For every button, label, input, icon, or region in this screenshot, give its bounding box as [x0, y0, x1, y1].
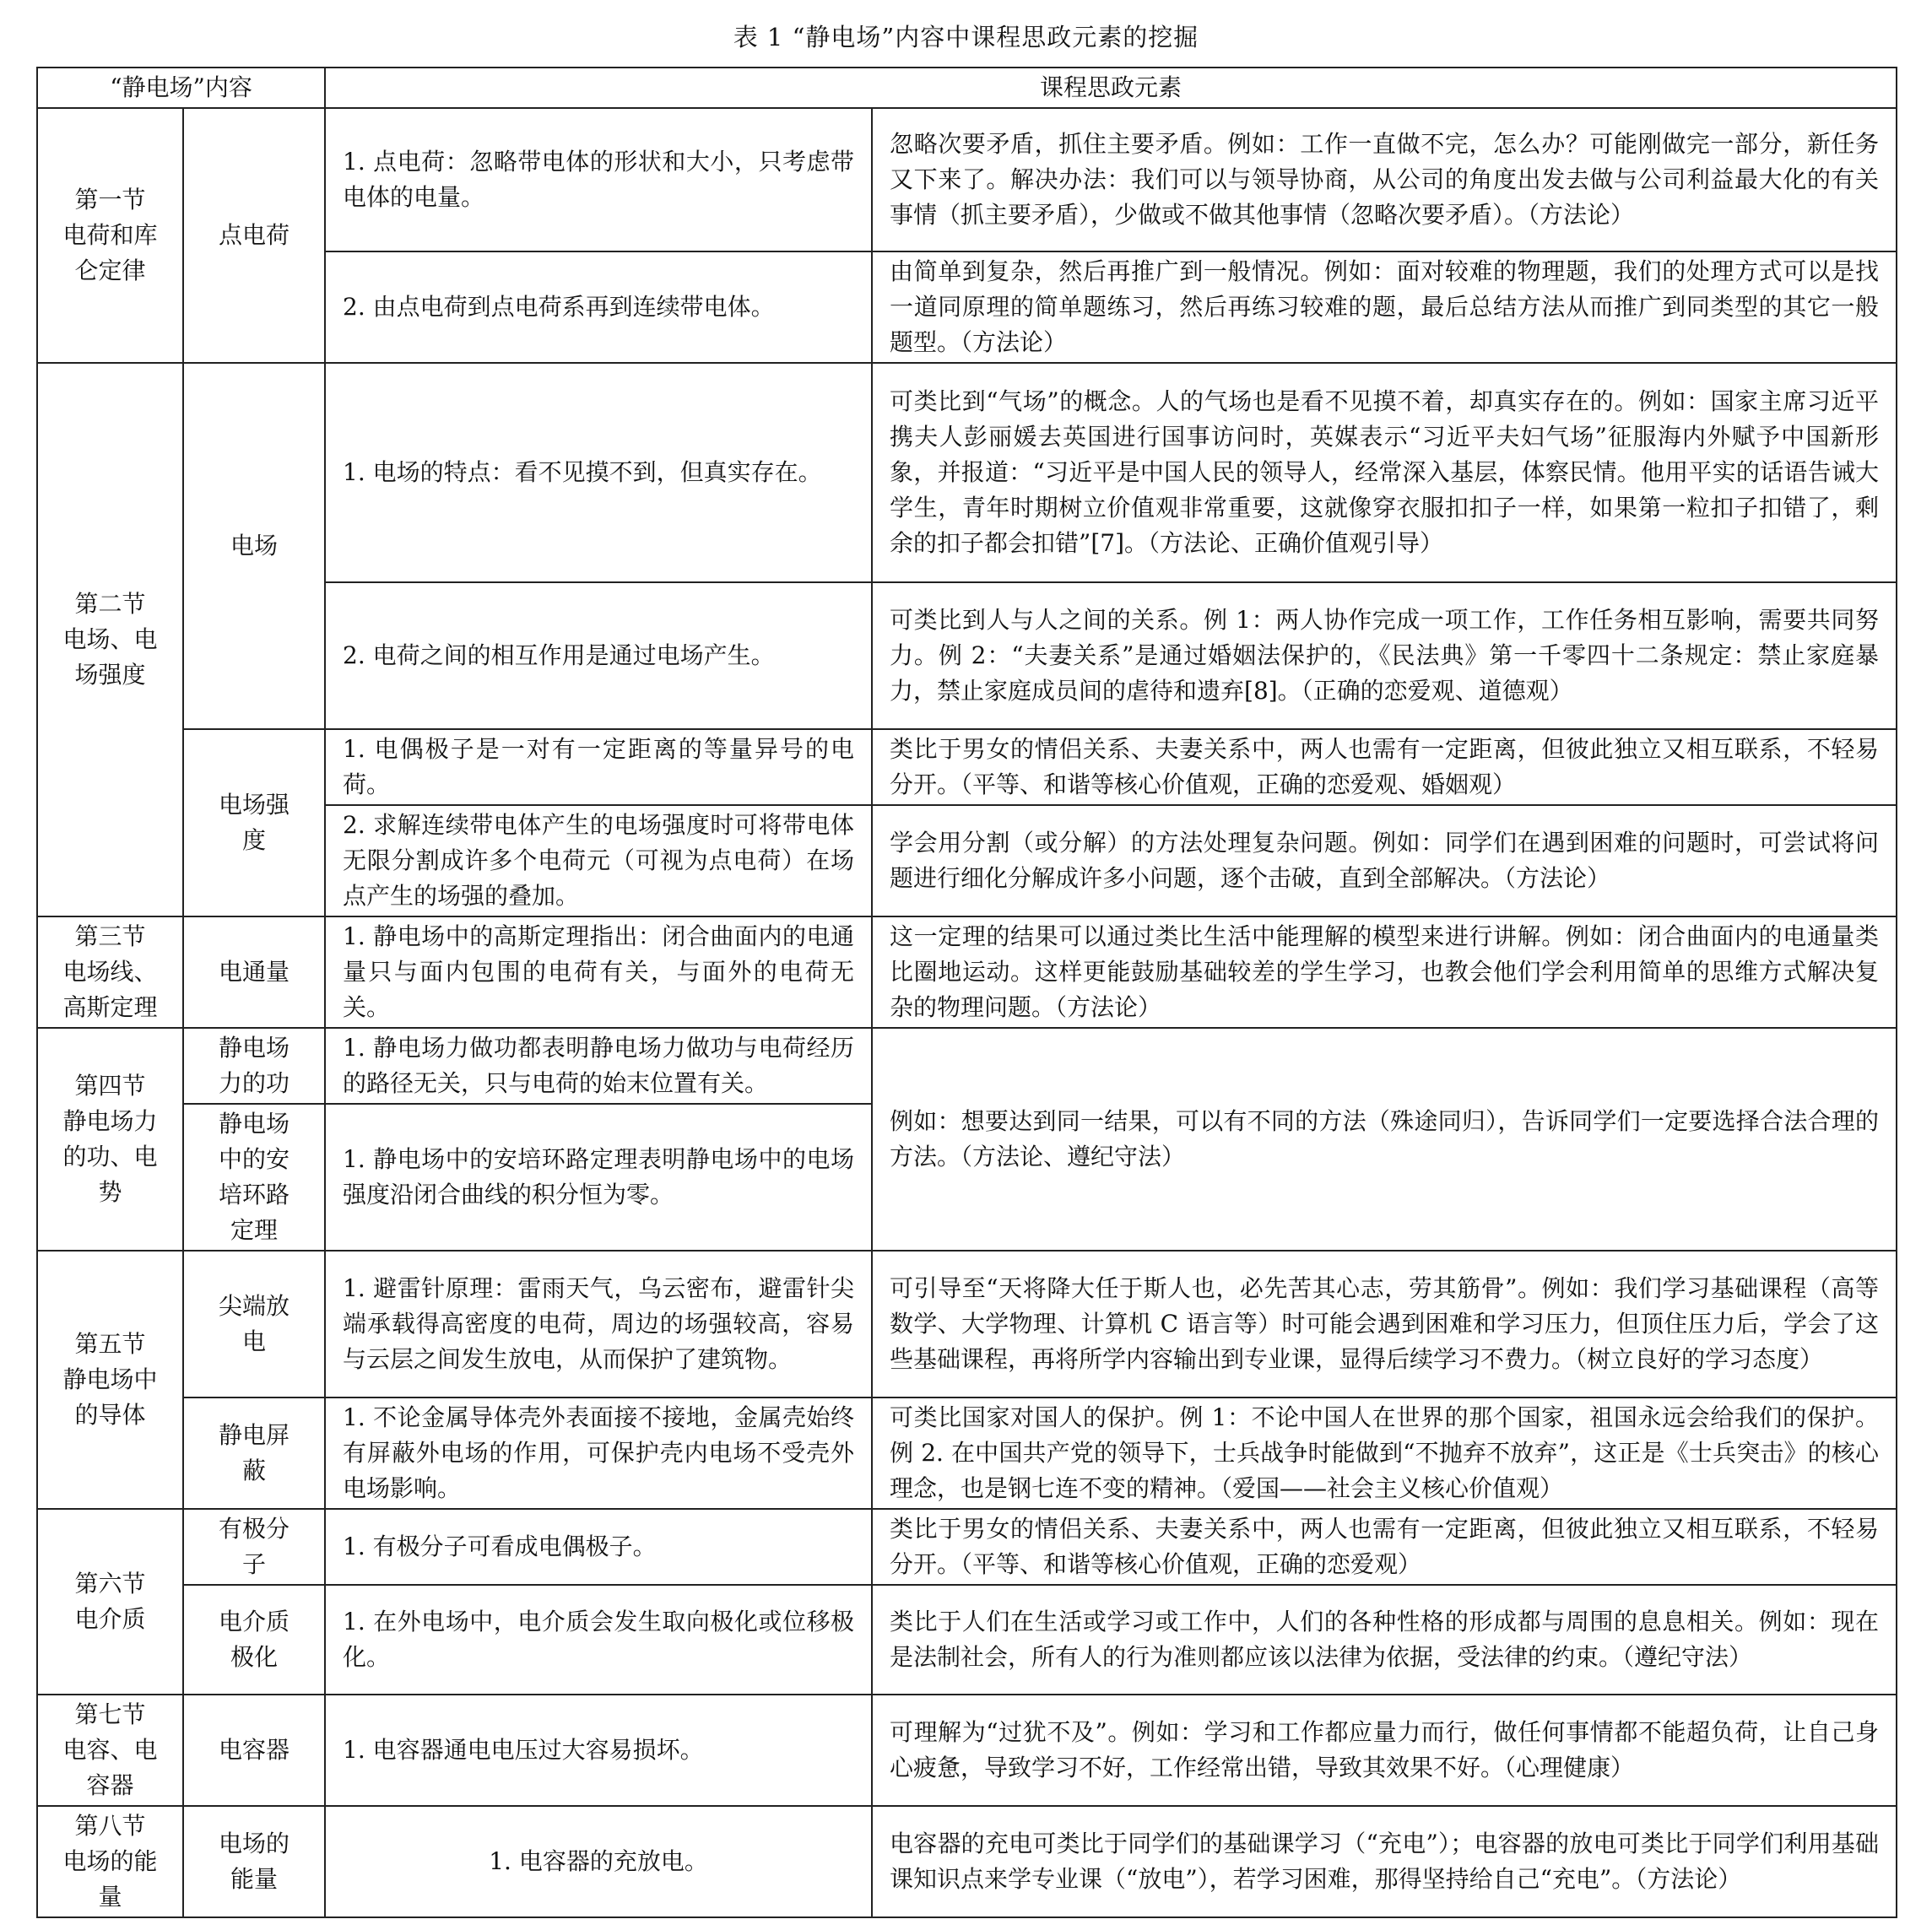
cell-line: 仑定律	[74, 257, 146, 284]
cell-line: 第二节	[74, 590, 146, 618]
cell-line: 电场强	[219, 791, 290, 819]
cell-line: 的功、电	[62, 1143, 158, 1170]
element-cell: 可类比到“气场”的概念。人的气场也是看不见摸不着，却真实存在的。例如：国家主席习近平携夫人彭丽媛去英国进行国事访问时，英媒表示“习近平夫妇气场”征服海内外赋予中国新形象，并报道：“习近平是中国人民的领导人，经常深入基层，体察民情。他用平实的话语告诫大学生，青年时期树立价值观非常重要，这就像穿衣服扣扣子一样，如果第一粒扣子扣错了，剩余的扣子都会扣错”[7]。（方法论、正确价值观引导）	[872, 363, 1897, 582]
cell-line: 电介质	[219, 1608, 290, 1635]
point-cell: 1. 静电场中的高斯定理指出：闭合曲面内的电通量只与面内包围的电荷有关，与面外的电荷无关。	[325, 916, 872, 1028]
cell-line: 电容、电	[62, 1736, 158, 1764]
section-cell	[37, 1509, 183, 1695]
point-cell: 1. 不论金属导体壳外表面接不接地，金属壳始终有屏蔽外电场的作用，可保护壳内电场不受壳外电场影响。	[325, 1397, 872, 1509]
table-row	[37, 108, 1897, 251]
cell-line: 静电场	[219, 1110, 290, 1138]
element-cell: 这一定理的结果可以通过类比生活中能理解的模型来进行讲解。例如：闭合曲面内的电通量类比圈地运动。这样更能鼓励基础较差的学生学习，也教会他们学会利用简单的思维方式解决复杂的物理问题。（方法论）	[872, 916, 1897, 1028]
cell-line: 电场线、	[62, 958, 158, 986]
cell-line: 中的安	[219, 1145, 290, 1173]
point-cell: 1. 电容器通电电压过大容易损坏。	[325, 1695, 872, 1806]
cell-line: 势	[98, 1178, 122, 1206]
cell-line: 子	[242, 1550, 267, 1578]
cell-line: 第三节	[74, 922, 146, 950]
cell-line: 场强度	[74, 661, 146, 689]
topic-cell	[183, 1695, 325, 1806]
table-row	[37, 729, 1897, 805]
topic-cell	[183, 1028, 325, 1104]
table-row	[37, 1585, 1897, 1695]
table-row	[37, 916, 1897, 1028]
cell-line: 电场的能	[62, 1847, 158, 1875]
element-cell: 学会用分割（或分解）的方法处理复杂问题。例如：同学们在遇到困难的问题时，可尝试将问题进行细化分解成许多小问题，逐个击破，直到全部解决。（方法论）	[872, 805, 1897, 916]
section-cell	[37, 1251, 183, 1509]
cell-line: 电通量	[219, 958, 290, 986]
table-caption: 表 1 “静电场”内容中课程思政元素的挖掘	[733, 23, 1199, 51]
element-cell: 忽略次要矛盾，抓住主要矛盾。例如：工作一直做不完，怎么办？可能刚做完一部分，新任务又下来了。解决办法：我们可以与领导协商，从公司的角度出发去做与公司利益最大化的有关事情（抓主要矛盾），少做或不做其他事情（忽略次要矛盾）。（方法论）	[872, 108, 1897, 251]
cell-line: 第六节	[74, 1570, 146, 1598]
table-row	[37, 1397, 1897, 1509]
header-elements: 课程思政元素	[325, 68, 1897, 108]
section-cell	[37, 363, 183, 916]
topic-cell	[183, 729, 325, 916]
cell-line: 静电场中	[62, 1365, 158, 1393]
cell-line: 电介质	[74, 1605, 146, 1633]
element-cell: 例如：想要达到同一结果，可以有不同的方法（殊途同归），告诉同学们一定要选择合法合理的方法。（方法论、遵纪守法）	[872, 1028, 1897, 1251]
cell-line: 极化	[230, 1643, 279, 1671]
topic-cell	[183, 108, 325, 363]
element-cell: 类比于男女的情侣关系、夫妻关系中，两人也需有一定距离，但彼此独立又相互联系，不轻易分开。（平等、和谐等核心价值观，正确的恋爱观、婚姻观）	[872, 729, 1897, 805]
cell-line: 的导体	[74, 1401, 146, 1429]
cell-line: 有极分	[219, 1515, 290, 1543]
element-cell: 可引导至“天将降大任于斯人也，必先苦其心志，劳其筋骨”。例如：我们学习基础课程（高等数学、大学物理、计算机 C 语言等）时可能会遇到困难和学习压力，但顶住压力后，学会了这些基础课程，再将所学内容输出到专业课，显得后续学习不费力。（树立良好的学习态度）	[872, 1251, 1897, 1397]
cell-line: 第八节	[74, 1812, 146, 1840]
point-cell: 1. 电场的特点：看不见摸不到，但真实存在。	[325, 363, 872, 582]
cell-line: 电场的	[219, 1830, 290, 1857]
cell-line: 第四节	[74, 1072, 146, 1100]
point-cell: 1. 电容器的充放电。	[325, 1806, 872, 1917]
element-cell: 类比于男女的情侣关系、夫妻关系中，两人也需有一定距离，但彼此独立又相互联系，不轻易分开。（平等、和谐等核心价值观，正确的恋爱观）	[872, 1509, 1897, 1585]
cell-line: 培环路	[219, 1181, 290, 1208]
cell-line: 第七节	[74, 1700, 146, 1728]
course-table	[36, 67, 1897, 1918]
header-content: “静电场”内容	[37, 68, 325, 108]
topic-cell	[183, 1251, 325, 1397]
section-cell	[37, 916, 183, 1028]
cell-line: 第一节	[74, 186, 146, 214]
element-cell: 可类比到人与人之间的关系。例 1：两人协作完成一项工作，工作任务相互影响，需要共同努力。例 2：“夫妻关系”是通过婚姻法保护的，《民法典》第一千零四十二条规定：禁止家庭暴力，禁止家庭成员间的虐待和遗弃[8]。（正确的恋爱观、道德观）	[872, 582, 1897, 729]
element-cell: 可理解为“过犹不及”。例如：学习和工作都应量力而行，做任何事情都不能超负荷，让自己身心疲惫，导致学习不好，工作经常出错，导致其效果不好。（心理健康）	[872, 1695, 1897, 1806]
cell-line: 静电场力	[62, 1107, 158, 1135]
element-cell: 电容器的充电可类比于同学们的基础课学习（“充电”）；电容器的放电可类比于同学们利用基础课知识点来学专业课（“放电”），若学习困难，那得坚持给自己“充电”。（方法论）	[872, 1806, 1897, 1917]
point-cell: 1. 有极分子可看成电偶极子。	[325, 1509, 872, 1585]
cell-line: 电	[242, 1327, 267, 1355]
point-cell: 1. 电偶极子是一对有一定距离的等量异号的电荷。	[325, 729, 872, 805]
cell-line: 静电屏	[219, 1421, 290, 1449]
point-cell: 2. 电荷之间的相互作用是通过电场产生。	[325, 582, 872, 729]
point-cell: 1. 静电场力做功都表明静电场力做功与电荷经历的路径无关，只与电荷的始末位置有关。	[325, 1028, 872, 1104]
table-row	[37, 1695, 1897, 1806]
table-row	[37, 1806, 1897, 1917]
point-cell: 1. 在外电场中，电介质会发生取向极化或位移极化。	[325, 1585, 872, 1695]
table-row	[37, 363, 1897, 582]
cell-line: 容器	[86, 1771, 134, 1799]
cell-line: 定理	[230, 1216, 279, 1244]
cell-line: 量	[98, 1883, 122, 1911]
cell-line: 高斯定理	[62, 993, 158, 1021]
section-cell	[37, 1028, 183, 1251]
point-cell: 2. 由点电荷到点电荷系再到连续带电体。	[325, 251, 872, 363]
cell-line: 电容器	[219, 1736, 290, 1764]
table-row	[37, 1251, 1897, 1397]
table-row	[37, 1509, 1897, 1585]
point-cell: 2. 求解连续带电体产生的电场强度时可将带电体无限分割成许多个电荷元（可视为点电荷）在场点产生的场强的叠加。	[325, 805, 872, 916]
cell-line: 度	[242, 826, 267, 854]
section-cell	[37, 1806, 183, 1917]
topic-cell	[183, 916, 325, 1028]
table-row	[37, 1028, 1897, 1104]
element-cell: 可类比国家对国人的保护。例 1：不论中国人在世界的那个国家，祖国永远会给我们的保护。例 2. 在中国共产党的领导下，士兵战争时能做到“不抛弃不放弃”，这正是《士兵突击》的核心理念，也是钢七连不变的精神。（爱国——社会主义核心价值观）	[872, 1397, 1897, 1509]
cell-line: 电场	[230, 532, 279, 560]
cell-line: 点电荷	[219, 221, 290, 249]
cell-line: 蔽	[242, 1457, 267, 1484]
topic-cell	[183, 1397, 325, 1509]
topic-cell	[183, 1806, 325, 1917]
cell-line: 静电场	[219, 1034, 290, 1062]
cell-line: 能量	[230, 1865, 279, 1893]
point-cell: 1. 静电场中的安培环路定理表明静电场中的电场强度沿闭合曲线的积分恒为零。	[325, 1104, 872, 1251]
cell-line: 力的功	[219, 1069, 290, 1097]
topic-cell	[183, 1585, 325, 1695]
topic-cell	[183, 1509, 325, 1585]
table-header-row	[37, 68, 1897, 108]
section-cell	[37, 108, 183, 363]
cell-line: 电场、电	[62, 625, 158, 653]
cell-line: 尖端放	[219, 1292, 290, 1320]
topic-cell	[183, 363, 325, 729]
section-cell	[37, 1695, 183, 1806]
element-cell: 由简单到复杂，然后再推广到一般情况。例如：面对较难的物理题，我们的处理方式可以是找一道同原理的简单题练习，然后再练习较难的题，最后总结方法从而推广到同类型的其它一般题型。（方法论）	[872, 251, 1897, 363]
topic-cell	[183, 1104, 325, 1251]
point-cell: 1. 点电荷：忽略带电体的形状和大小，只考虑带电体的电量。	[325, 108, 872, 251]
element-cell: 类比于人们在生活或学习或工作中，人们的各种性格的形成都与周围的息息相关。例如：现在是法制社会，所有人的行为准则都应该以法律为依据，受法律的约束。（遵纪守法）	[872, 1585, 1897, 1695]
cell-line: 第五节	[74, 1330, 146, 1358]
point-cell: 1. 避雷针原理：雷雨天气，乌云密布，避雷针尖端承载得高密度的电荷，周边的场强较高，容易与云层之间发生放电，从而保护了建筑物。	[325, 1251, 872, 1397]
cell-line: 电荷和库	[62, 221, 158, 249]
